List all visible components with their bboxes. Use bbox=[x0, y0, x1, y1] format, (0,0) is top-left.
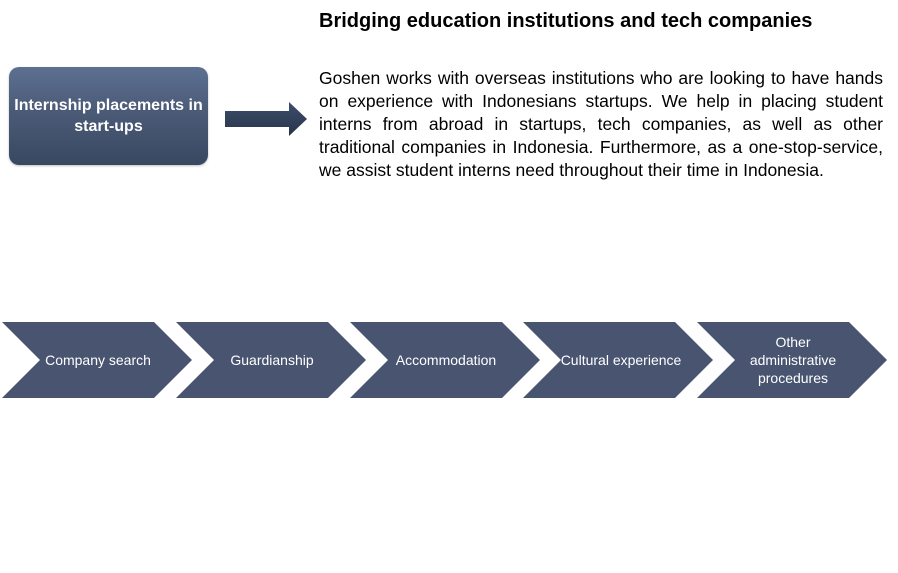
step-cultural-experience bbox=[523, 320, 715, 400]
internship-placements-box bbox=[9, 67, 208, 165]
right-arrow-icon bbox=[225, 102, 307, 136]
step-label: Accommodation bbox=[395, 352, 497, 368]
step-label: Cultural experience bbox=[560, 352, 682, 368]
step-accommodation bbox=[350, 320, 542, 400]
callout-line-2: start-ups bbox=[74, 118, 143, 135]
step-label: Other administrative procedures bbox=[749, 334, 837, 386]
internship-placements-label bbox=[14, 95, 202, 137]
process-steps bbox=[0, 320, 898, 400]
step-label: Guardianship bbox=[230, 352, 314, 368]
step-other-administrative-procedures bbox=[697, 320, 889, 400]
step-guardianship bbox=[176, 320, 368, 400]
description-paragraph: Goshen works with overseas institutions who are looking to have hands on experience with Indonesians startups. We help in placing student interns from abroad in startups, tech companies, as well as other traditional companies in Indonesia. Furthermore, as a one-stop-service, we assist student interns need throughout their time in Indonesia. bbox=[319, 68, 883, 180]
step-company-search bbox=[2, 320, 194, 400]
step-label: Company search bbox=[45, 352, 151, 368]
section-heading: Bridging education institutions and tech companies bbox=[319, 10, 813, 32]
callout-line-1: Internship placements in bbox=[14, 97, 203, 114]
